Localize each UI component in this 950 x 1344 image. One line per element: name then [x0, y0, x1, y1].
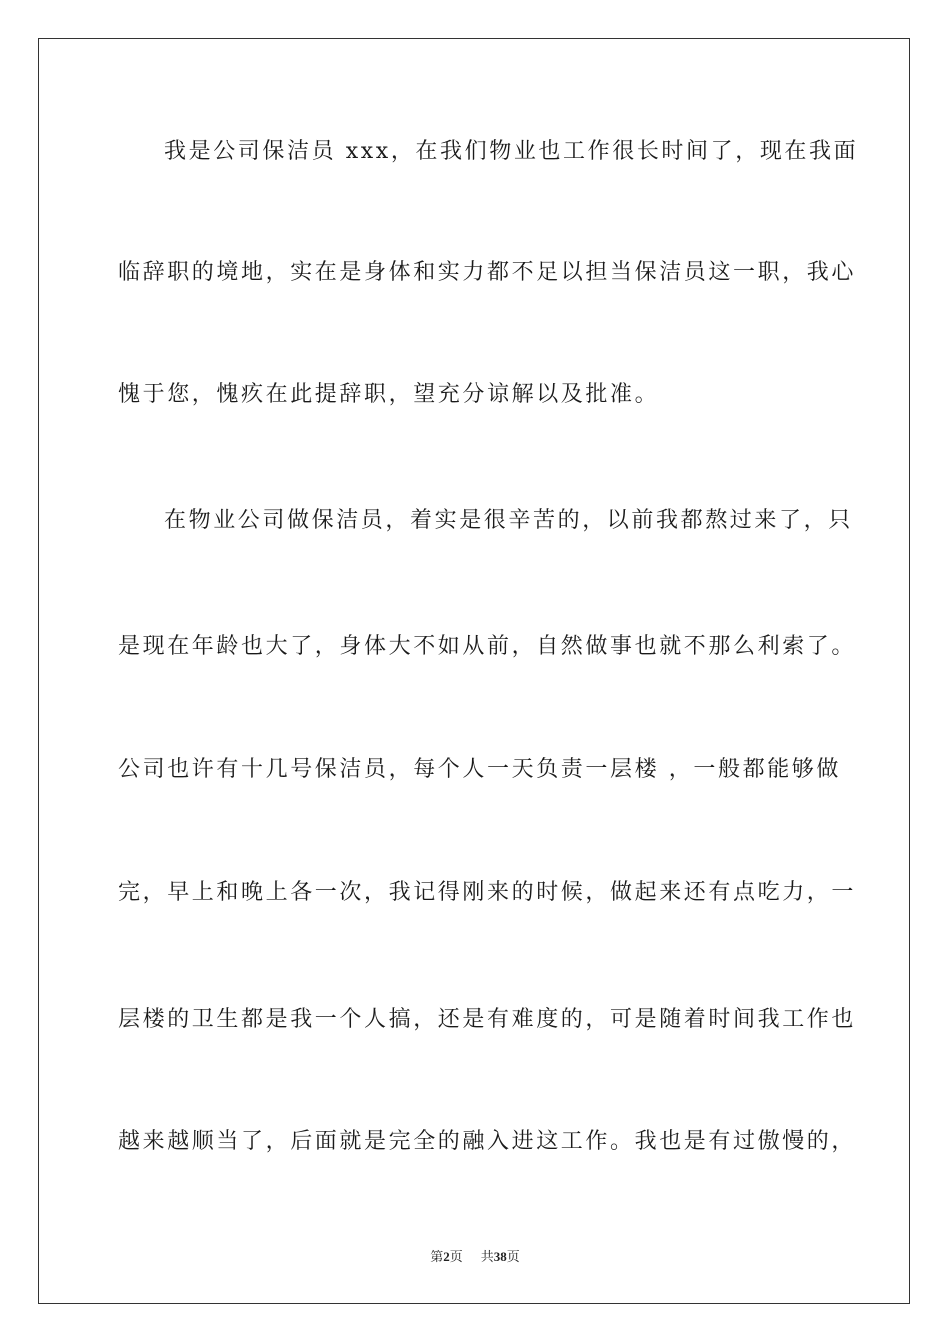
- footer-total-label: 共: [480, 1249, 494, 1264]
- footer-page-suffix: 页: [449, 1249, 463, 1264]
- footer-total-suffix: 页: [506, 1249, 520, 1264]
- paragraph-1-line-3: 愧于您，愧疚在此提辞职，望充分谅解以及批准。: [118, 382, 660, 407]
- paragraph-2-line-1: 在物业公司做保洁员，着实是很辛苦的，以前我都熬过来了，只: [164, 508, 853, 533]
- page-footer: [0, 1246, 950, 1265]
- paragraph-1-line-2: 临辞职的境地，实在是身体和实力都不足以担当保洁员这一职，我心: [118, 260, 857, 285]
- footer-page-label: 第: [430, 1249, 444, 1264]
- page-border: [38, 38, 910, 1304]
- footer-total-pages: 38: [493, 1249, 507, 1264]
- paragraph-2-line-3: 公司也许有十几号保洁员，每个人一天负责一层楼 ，一般都能够做: [118, 757, 841, 782]
- paragraph-1-line-1: 我是公司保洁员 xxx，在我们物业也工作很长时间了，现在我面: [164, 139, 859, 164]
- paragraph-2-line-4: 完，早上和晚上各一次，我记得刚来的时候，做起来还有点吃力，一: [118, 880, 857, 905]
- paragraph-2-line-5: 层楼的卫生都是我一个人搞，还是有难度的，可是随着时间我工作也: [118, 1007, 857, 1032]
- paragraph-2-line-6: 越来越顺当了，后面就是完全的融入进这工作。我也是有过傲慢的，: [118, 1129, 857, 1154]
- footer-page-number: 2: [443, 1249, 450, 1264]
- paragraph-2-line-2: 是现在年龄也大了，身体大不如从前，自然做事也就不那么利索了。: [118, 634, 857, 659]
